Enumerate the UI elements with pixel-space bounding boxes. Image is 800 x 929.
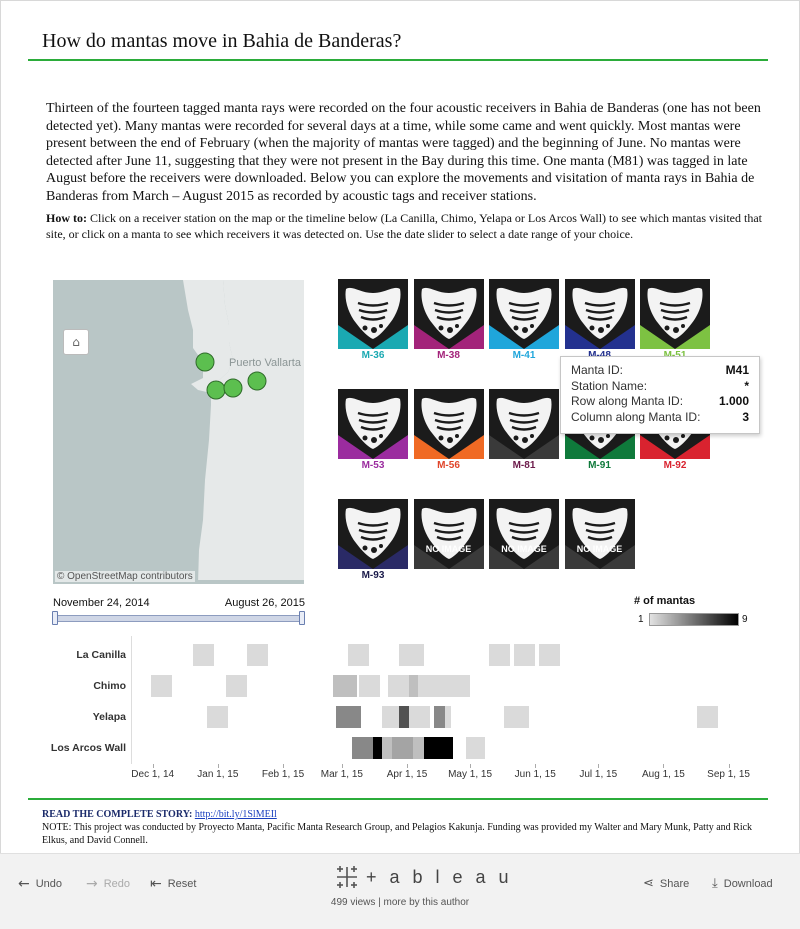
- detection-cell[interactable]: [226, 675, 247, 697]
- howto-paragraph: [46, 210, 762, 242]
- station-dot-chimo[interactable]: [224, 379, 242, 397]
- legend-gradient: [649, 613, 739, 626]
- tooltip-row: [571, 363, 749, 379]
- manta-photo[interactable]: [338, 279, 408, 349]
- axis-tick-label: Jul 1, 15: [579, 769, 618, 780]
- legend-max: 9: [742, 614, 748, 625]
- tooltip-value: *: [744, 378, 749, 393]
- manta-photo[interactable]: [489, 279, 559, 349]
- undo-button[interactable]: [18, 876, 62, 892]
- tableau-cross-icon: [334, 864, 360, 890]
- tooltip-value: 1.000: [718, 394, 749, 408]
- manta-card[interactable]: [489, 389, 559, 472]
- detection-cell[interactable]: [504, 706, 529, 728]
- axis-tick-label: Sep 1, 15: [707, 769, 750, 780]
- axis-tick-mark: [663, 764, 664, 768]
- manta-photo[interactable]: [565, 279, 635, 349]
- detection-cell[interactable]: [413, 737, 424, 759]
- slider-start-date: November 24, 2014: [53, 597, 150, 609]
- manta-photo[interactable]: [565, 499, 635, 569]
- detection-cell[interactable]: [439, 675, 471, 697]
- manta-card[interactable]: [565, 279, 635, 362]
- manta-card[interactable]: [414, 279, 484, 362]
- manta-photo[interactable]: [338, 389, 408, 459]
- axis-tick-mark: [598, 764, 599, 768]
- axis-tick-mark: [342, 764, 343, 768]
- tooltip-row: [571, 394, 749, 410]
- axis-tick-mark: [470, 764, 471, 768]
- detection-cell[interactable]: [434, 706, 445, 728]
- tooltip-key: Station Name:: [571, 378, 648, 393]
- howto-text: Click on a receiver station on the map or the timeline below (La Canilla, Chimo, Yelapa or Los Arcos Wall) to see which mantas visited that site, or click on a manta to see which receivers it was detected on. Use the date slider to select a date range of your choice.: [46, 211, 762, 241]
- detection-cell[interactable]: [382, 737, 393, 759]
- axis-tick-label: Dec 1, 14: [131, 769, 175, 780]
- axis-tick-label: Jun 1, 15: [514, 769, 556, 780]
- undo-icon: ←: [18, 876, 30, 892]
- manta-photo[interactable]: [414, 499, 484, 569]
- axis-tick-mark: [535, 764, 536, 768]
- station-dot-los-arcos[interactable]: [207, 381, 225, 399]
- detection-cell[interactable]: [424, 737, 453, 759]
- howto-label: How to:: [46, 211, 87, 225]
- download-label: Download: [723, 877, 773, 890]
- manta-id-label: [489, 570, 559, 582]
- slider-end-handle[interactable]: [299, 611, 305, 625]
- reset-button[interactable]: [150, 876, 196, 892]
- manta-id-label: [414, 570, 484, 582]
- tooltip-value: M41: [725, 363, 749, 377]
- detection-timeline[interactable]: [40, 636, 760, 786]
- map-attribution: © OpenStreetMap contributors: [57, 571, 193, 582]
- detection-cell[interactable]: [336, 706, 361, 728]
- manta-card[interactable]: [565, 499, 635, 582]
- detection-cell[interactable]: [207, 706, 228, 728]
- no-image-label: NO IMAGE: [425, 544, 472, 554]
- axis-tick-mark: [283, 764, 284, 768]
- manta-card[interactable]: [489, 279, 559, 362]
- detection-cell[interactable]: [539, 644, 560, 666]
- detection-cell[interactable]: [489, 644, 510, 666]
- axis-tick-label: Apr 1, 15: [386, 769, 428, 780]
- detection-cell[interactable]: [409, 675, 417, 697]
- story-link[interactable]: http://bit.ly/1SlMEIl: [194, 809, 277, 820]
- axis-tick-label: May 1, 15: [448, 769, 493, 780]
- detection-cell[interactable]: [193, 644, 214, 666]
- timeline-axis-separator: [131, 636, 132, 764]
- manta-card[interactable]: [338, 389, 408, 472]
- footer-divider: [28, 798, 768, 800]
- tableau-logo[interactable]: [334, 864, 513, 890]
- detection-cell[interactable]: [373, 737, 381, 759]
- manta-card[interactable]: [414, 389, 484, 472]
- story-label: READ THE COMPLETE STORY:: [42, 809, 193, 820]
- map-stations[interactable]: [53, 280, 304, 584]
- title-divider: [28, 59, 768, 61]
- detection-cell[interactable]: [697, 706, 718, 728]
- station-dot-yelapa[interactable]: [196, 353, 214, 371]
- manta-card[interactable]: [338, 279, 408, 362]
- station-label[interactable]: Yelapa: [92, 711, 126, 723]
- manta-photo[interactable]: [338, 499, 408, 569]
- axis-tick-label: Mar 1, 15: [320, 769, 363, 780]
- tableau-toolbar: [0, 853, 800, 929]
- slider-start-handle[interactable]: [52, 611, 58, 625]
- reset-label: Reset: [167, 878, 197, 890]
- manta-photo[interactable]: [489, 499, 559, 569]
- no-image-label: NO IMAGE: [501, 544, 547, 554]
- axis-tick-mark: [218, 764, 219, 768]
- date-slider-track[interactable]: [55, 615, 303, 622]
- detection-cell[interactable]: [409, 706, 430, 728]
- station-dot-la-canilla[interactable]: [248, 372, 266, 390]
- detection-cell[interactable]: [352, 737, 373, 759]
- manta-id-label: M-38: [437, 350, 460, 361]
- axis-tick-mark: [729, 764, 730, 768]
- tooltip: [560, 356, 760, 434]
- manta-card[interactable]: [338, 499, 408, 582]
- detection-cell[interactable]: [247, 644, 268, 666]
- legend-min: 1: [638, 614, 644, 625]
- manta-id-label: M-41: [512, 350, 536, 361]
- manta-id-label: M-56: [437, 460, 460, 471]
- view-count[interactable]: 499 views | more by this author: [330, 897, 470, 908]
- axis-tick-label: Aug 1, 15: [642, 769, 685, 780]
- tooltip-key: Manta ID:: [571, 363, 624, 377]
- manta-id-label: M-53: [361, 460, 385, 471]
- detection-cell[interactable]: [399, 706, 410, 728]
- reset-icon: ⇤: [150, 876, 162, 892]
- manta-id-label: M-91: [588, 460, 611, 471]
- station-label[interactable]: La Canilla: [76, 649, 126, 661]
- no-image-label: NO IMAGE: [576, 544, 623, 554]
- tooltip-key: Row along Manta ID:: [571, 394, 684, 408]
- manta-id-label: M-93: [361, 570, 385, 581]
- tooltip-row: [571, 410, 749, 426]
- manta-id-label: M-36: [361, 350, 385, 361]
- detection-cell[interactable]: [348, 644, 369, 666]
- detection-cell[interactable]: [333, 675, 356, 697]
- manta-id-label: [565, 570, 635, 582]
- share-label: Share: [659, 877, 690, 890]
- detection-cell[interactable]: [382, 706, 399, 728]
- axis-tick-label: Feb 1, 15: [261, 769, 305, 780]
- detection-cell[interactable]: [151, 675, 172, 697]
- undo-label: Undo: [35, 878, 63, 890]
- intro-paragraph: Thirteen of the fourteen tagged manta rays were recorded on the four acoustic receivers in Bahia de Banderas (one has not been detected yet). Many mantas were recorded for several days at a time, while some came and went quickly. Most mantas were present between the end of February (when the majority of mantas were tagged) and the beginning of June. No mantas were detected after June 11, suggesting that they were not present in the Bay during this time. One manta (M81) was tagged in late August before the receivers were downloaded. Below you can explore the movements and visitation of manta rays in Bahia de Banderas from March – August 2015 as recorded by acoustic tags and receiver stations.: [46, 101, 761, 204]
- manta-photo[interactable]: [489, 389, 559, 459]
- story-line: [42, 809, 277, 820]
- tooltip-row: [571, 379, 749, 395]
- manta-card[interactable]: [489, 499, 559, 582]
- legend-title: # of mantas: [634, 595, 696, 607]
- detection-cell[interactable]: [399, 644, 424, 666]
- share-icon: ⋖: [643, 876, 654, 891]
- tooltip-value: 3: [742, 409, 749, 424]
- detection-cell[interactable]: [445, 706, 451, 728]
- axis-tick-mark: [407, 764, 408, 768]
- share-button[interactable]: [643, 876, 689, 891]
- manta-photo[interactable]: [640, 279, 710, 349]
- page-title: How do mantas move in Bahia de Banderas?: [42, 30, 402, 52]
- detection-cell[interactable]: [514, 644, 535, 666]
- manta-card[interactable]: [414, 499, 484, 582]
- manta-photo[interactable]: [414, 279, 484, 349]
- redo-button[interactable]: [86, 876, 130, 892]
- credits-note: NOTE: This project was conducted by Proyecto Manta, Pacific Manta Research Group, and Pelagios Kakunja. Funding was provided my Walter and Mary Munk, Patty and Rick Elkus, and David Connell.: [42, 822, 753, 846]
- redo-icon: →: [86, 876, 98, 892]
- home-icon: ⌂: [72, 335, 80, 349]
- detection-cell[interactable]: [359, 675, 380, 697]
- detection-cell[interactable]: [388, 675, 409, 697]
- station-label[interactable]: Chimo: [93, 680, 126, 692]
- tooltip-key: Column along Manta ID:: [571, 409, 701, 424]
- tableau-wordmark: + a b l e a u: [366, 866, 513, 887]
- detection-cell[interactable]: [418, 675, 439, 697]
- manta-id-label: M-92: [663, 460, 687, 471]
- axis-tick-mark: [153, 764, 154, 768]
- manta-photo[interactable]: [414, 389, 484, 459]
- manta-id-label: M-81: [512, 460, 536, 471]
- axis-tick-label: Jan 1, 15: [197, 769, 239, 780]
- slider-end-date: August 26, 2015: [224, 597, 305, 609]
- station-label[interactable]: Los Arcos Wall: [50, 742, 126, 754]
- manta-card[interactable]: [640, 279, 710, 362]
- receiver-map[interactable]: [53, 280, 304, 584]
- detection-cell[interactable]: [466, 737, 485, 759]
- download-icon: ⤓: [712, 876, 718, 891]
- redo-label: Redo: [103, 878, 131, 890]
- map-city-label: Puerto Vallarta: [229, 357, 301, 369]
- download-button[interactable]: [712, 876, 773, 891]
- detection-cell[interactable]: [392, 737, 413, 759]
